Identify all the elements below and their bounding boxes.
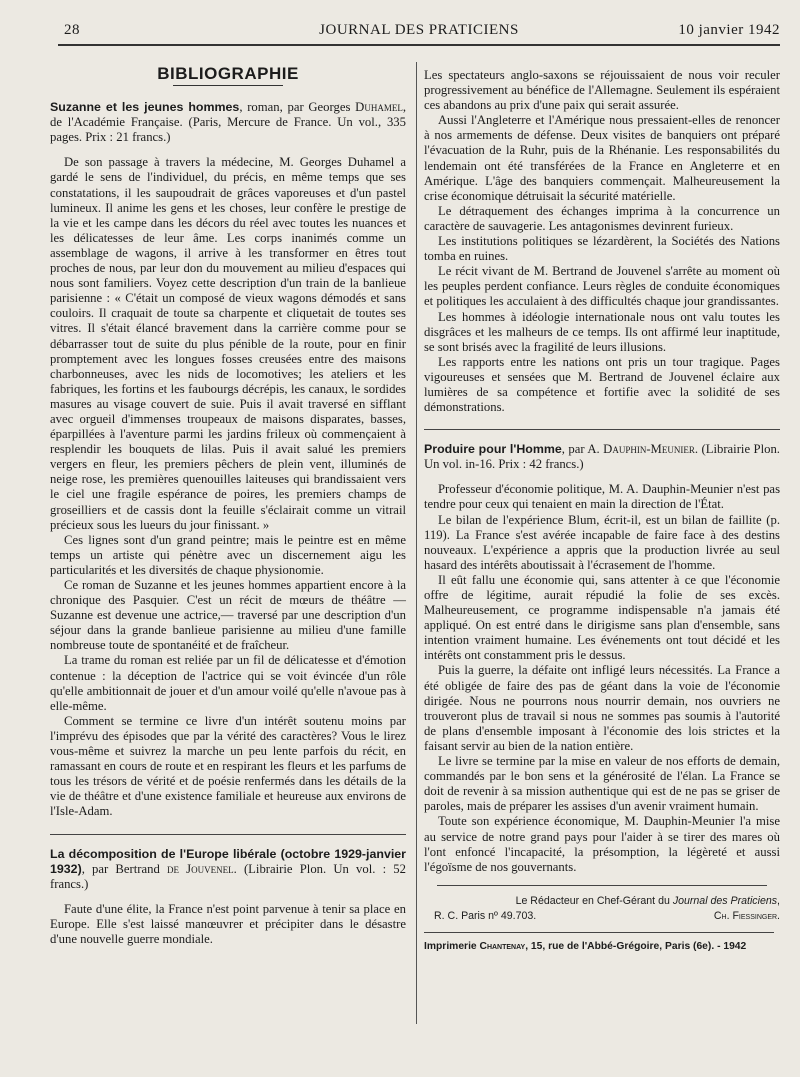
review-3-biblio-a: , par A.	[561, 442, 604, 457]
review-1-paragraph: La trame du roman est reliée par un fil de délicatesse et d'émotion contenue : la déception de l'actrice qui se voit évincée d'un rôle qu'elle ambitionnait de jouer et d'un amour voilé qu'elle n'avoue pas à elle-même.	[50, 653, 406, 713]
printer-prefix: Imprimerie	[424, 940, 480, 952]
review-3-paragraph: Il eût fallu une économie qui, sans attenter à ce que l'économie offre de légitime, aurait répudié la folie de ses excès. Malheureusement, ce programme indispensable n'a jamais été appliqué. On est entré dans le dirigisme sans plan d'ensemble, sans intention vraiment humaine. Les événements ont tout décidé et les intérêts ont constamment pris le dessus.	[424, 572, 780, 663]
review-2-biblio-b: . (Librairie Plon. Un vol. : 52 francs.)	[50, 861, 406, 891]
editor-suffix: ,	[777, 894, 780, 907]
right-column	[424, 68, 780, 954]
review-divider	[424, 429, 780, 430]
review-2-paragraph: Le détraquement des échanges imprima à la concurrence un caractère de sauvagerie. Les antagonismes devinrent furieux.	[424, 203, 780, 233]
review-1-heading	[50, 100, 406, 145]
review-3-author: Dauphin-Meunier	[603, 442, 695, 457]
review-2-paragraph: Le récit vivant de M. Bertrand de Jouvenel s'arrête au moment où les peuples perdent confiance. Leurs règles de conduite économiques et politiques les acculaient à des difficultés chaque jour grandissantes.	[424, 264, 780, 309]
review-1-paragraph: De son passage à travers la médecine, M. Georges Duhamel a gardé le sens de l'individuel, du précis, en même temps que ses constatations, il les saupoudrait de grâces vaporeuses et d'un pastel lumineux. Il anime les gens et les choses, leur confère le prestige de la vie et les campe dans les décors du réel avec toutes les nuances et les délicatesses de leur âme. Les corps inanimés comme un assemblage de wagons, il arrive à les transformer en êtres tout proches de nous, par leur don du mouvement au milieu d'espaces qui nous sont familiers. Voyez cette description d'un train de la banlieue parisienne : « C'était un composé de vieux wagons démodés et sans couloirs. Il craquait de toute sa charpente et cliquetait de toutes ses vitres. Il s'était élancé bravement dans la carrière comme pour se débarrasser tout de suite du plus pénible de la route, pour en finir promptement avec les longues fosses creusées entre des maisons charbonneuses, avec les nids de locomotives; les ateliers et les fabriques, les fortins et les faubourgs décrépis, les canaux, le sordides masures au visage couvert de suie. Puis il avait traversé en sifflant avec orgueil d'immenses troupeaux de maisons disparates, basses, éparpillées à l'aventure parmi les jardins frileux où commençaient à resplendir les bouquets de lilas. Puis il avait salué les premiers vergers en fleur, les premiers pêchers de plein vent, illuminés de neige rose, les premières quenouilles laiteuses qui brandissaient vers le ciel une fragile espérance de poires, les premiers champs de groseilliers et de cassis dont la feuille s'éclairait comme un vitrail précieux sous les lueurs du jour finissant. »	[50, 155, 406, 532]
review-2-biblio-a: , par Bertrand	[81, 861, 167, 876]
column-divider	[416, 62, 417, 1024]
editor-line	[424, 894, 780, 909]
review-1-biblio-b: , de l'Académie Française. (Paris, Mercure de France. Un vol., 335 pages. Prix : 21 francs.)	[50, 100, 406, 145]
review-2-author: de Jouvenel	[167, 861, 234, 876]
editor-journal: Journal des Praticiens	[672, 894, 778, 907]
review-3-title: Produire pour l'Homme	[424, 442, 562, 457]
review-2-paragraph: Les rapports entre les nations ont pris un tour tragique. Pages vigoureuses et sensées que M. Bertrand de Jouvenel éclaire aux lumières de sa compétence et fortifie avec la solidité de ses démonstrations.	[424, 354, 780, 415]
page-header	[58, 20, 780, 42]
registration-line	[424, 909, 780, 924]
registration-number: R. C. Paris nº 49.703.	[434, 909, 537, 922]
review-1-biblio-a: , roman, par Georges	[239, 100, 356, 115]
review-2-paragraph: Les hommes à idéologie internationale nous ont valu toutes les disgrâces et les malheurs de ce temps. Ils ont affirmé leur inaptitude, se sont brisés avec la fragilité de leurs illusions.	[424, 309, 780, 354]
section-title-rule	[173, 85, 283, 86]
review-2-paragraph: Aussi l'Angleterre et l'Amérique nous pressaient-elles de renoncer à nos armements de défense. Deux visites de banquiers ont préparé l'évacuation de la Ruhr, puis de la Rhénanie. Les responsabilités du lendemain ont été transférées de la France en Angleterre et en Amérique. L'âge des banquiers commençait. Malheureusement la crise économique détruisait la sécurité matérielle.	[424, 113, 780, 203]
review-1-author: Duhamel	[355, 100, 403, 115]
printer-name: Chantenay	[479, 940, 526, 952]
review-1-paragraph: Ce roman de Suzanne et les jeunes hommes appartient encore à la chronique des Pasquier. C'est un récit de mœurs de théâtre — Suzanne est devenue une actrice,— traversé par une description d'un séjour dans la grande banlieue parisienne au milieu d'une famille nombreuse toute de spontanéité et de fraîcheur.	[50, 578, 406, 653]
issue-date: 10 janvier 1942	[678, 22, 780, 38]
review-1-paragraph: Comment se termine ce livre d'un intérêt soutenu moins par l'imprévu des épisodes que par la vérité des caractères? Vous le lirez vous-même et suivrez la marche un peu lente parfois du récit, en ramassant en cours de route et en respirant les fleurs et les parfums de tous les trésors de vérité et de poésie renfermés dans les détails de la vie de théâtre et d'une existence familiale et heureuse aux environs de l'Isle-Adam.	[50, 713, 406, 819]
printer-address: , 15, rue de l'Abbé-Grégoire, Paris (6e). - 1942	[525, 940, 747, 952]
review-3-paragraph: Le livre se termine par la mise en valeur de nos efforts de demain, commandés par le bon sens et la générosité de l'élan. La France se doit de revenir à sa mission authentique qui est de ne pas se griser de paroles, mais de préparer les assises d'un avenir vraiment humain.	[424, 754, 780, 814]
footer-rule	[437, 885, 767, 886]
review-1-paragraph: Ces lignes sont d'un grand peintre; mais le peintre est en même temps un artiste qui pénètre avec un discernement aigu les particularités et les diversités de chaque physionomie.	[50, 532, 406, 577]
review-2-paragraph: Les spectateurs anglo-saxons se réjouissaient de nous voir reculer progressivement au bénéfice de l'Allemagne. Seulement ils espéraient ces abandons au prix d'une paix qui serait assurée.	[424, 68, 780, 113]
editor-name: Ch. Fiessinger.	[713, 909, 780, 922]
review-3-paragraph: Le bilan de l'expérience Blum, écrit-il, est un bilan de faillite (p. 119). La France s'est avérée incapable de faire face à des destins nouveaux. L'expérience a appris que la production livrée au seul hasard des intérêts aboutissait à l'écrasement de l'homme.	[424, 512, 780, 572]
review-2-paragraph: Faute d'une élite, la France n'est point parvenue à tenir sa place en Europe. Elle s'est laissé manœuvrer et précipiter dans le désastre d'une nouvelle guerre mondiale.	[50, 901, 406, 946]
review-3-paragraph: Puis la guerre, la défaite ont infligé leurs nécessités. La France a été obligée de faire des pas de géant dans la voie de l'économie dirigée. Nous ne pourrons nous nourrir demain, nos ouvriers ne trouveront plus de travail si nous ne sommes pas soumis à l'autorité de plans d'ensemble imposant à l'économie des lois strictes et la faisant servir au bien de la nation entière.	[424, 663, 780, 753]
review-2-heading	[50, 847, 406, 892]
journal-title: JOURNAL DES PRATICIENS	[319, 22, 519, 38]
printer-line	[424, 939, 780, 954]
review-2-paragraph: Les institutions politiques se lézardèrent, la Sociétés des Nations tomba en ruines.	[424, 234, 780, 264]
left-column	[50, 64, 406, 947]
review-divider	[50, 834, 406, 835]
review-1-title: Suzanne et les jeunes hommes	[50, 100, 240, 115]
printer-rule	[424, 932, 774, 933]
section-title: BIBLIOGRAPHIE	[157, 64, 299, 83]
editor-prefix: Le Rédacteur en Chef-Gérant du	[515, 894, 673, 907]
page-number: 28	[64, 22, 80, 38]
review-2-title: La décomposition de l'Europe libérale (octobre 1929-janvier 1932)	[50, 846, 406, 876]
header-rule	[58, 44, 780, 46]
review-3-heading	[424, 442, 780, 472]
review-3-paragraph: Toute son expérience économique, M. Dauphin-Meunier l'a mise au service de notre grand pays pour l'aider à se tirer des mares où l'ont enfoncé l'incapacité, la présomption, la légèreté et aussi l'égoïsme de nos gouvernants.	[424, 814, 780, 874]
review-3-biblio-b: . (Librairie Plon. Un vol. in-16. Prix : 42 francs.)	[424, 442, 780, 472]
review-3-paragraph: Professeur d'économie politique, M. A. Dauphin-Meunier n'est pas tendre pour ceux qui tenaient en main la direction de l'État.	[424, 482, 780, 512]
